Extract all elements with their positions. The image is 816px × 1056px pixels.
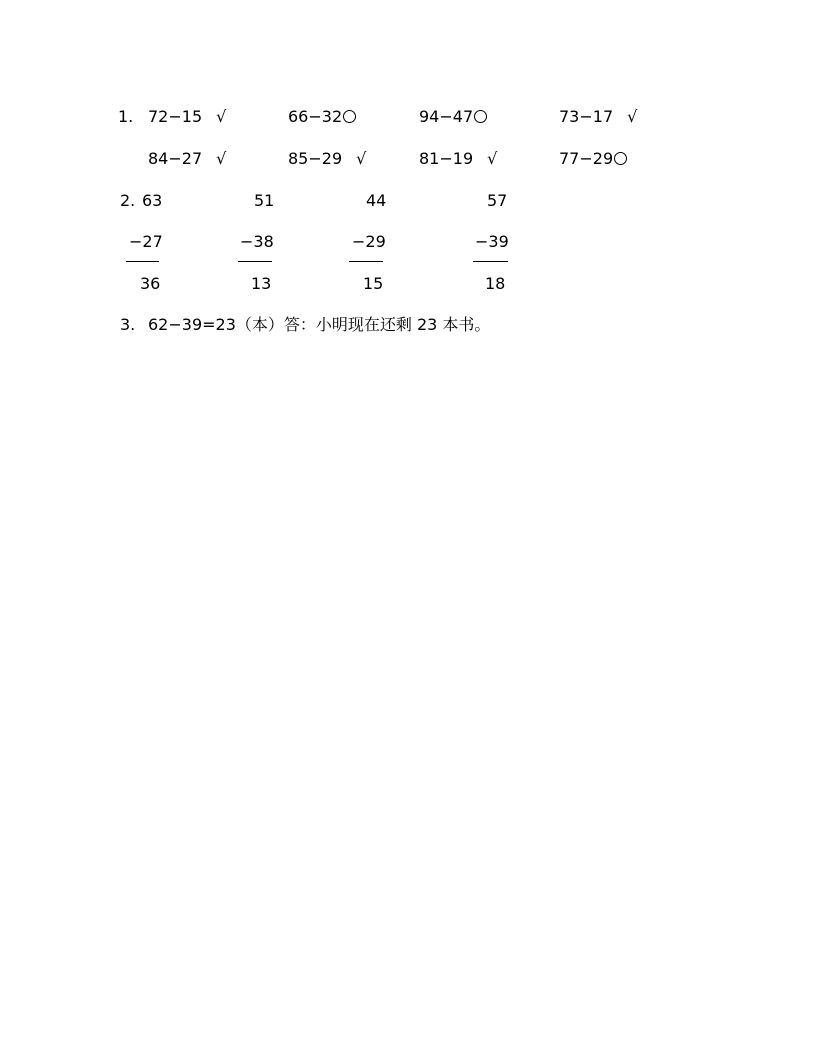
q3-number: 3.: [120, 315, 136, 334]
q1-item-1: [148, 107, 226, 127]
check-mark-icon: √: [627, 107, 638, 126]
q2-minuend: 63: [142, 191, 163, 210]
circle-mark-icon: [614, 152, 627, 165]
q1-item-5: [148, 149, 226, 169]
q2-minuend: 44: [366, 191, 387, 210]
q2-result: 13: [251, 274, 272, 293]
q1-expr: 84−27: [148, 149, 203, 168]
q1-item-8: [559, 149, 627, 169]
q2-minuend: 57: [487, 191, 508, 210]
q2-divider-line: [238, 261, 272, 262]
q2-subtrahend: −38: [240, 232, 274, 251]
q1-item-2: [288, 107, 356, 127]
q1-expr: 94−47: [419, 107, 474, 126]
q2-minuend: 51: [254, 191, 275, 210]
q2-number: 2.: [120, 191, 136, 210]
q1-item-3: [419, 107, 487, 127]
q1-item-7: [419, 149, 497, 169]
circle-mark-icon: [343, 110, 356, 123]
q1-expr: 72−15: [148, 107, 203, 126]
check-mark-icon: √: [487, 149, 498, 168]
q2-divider-line: [473, 261, 508, 262]
q2-subtrahend: −39: [475, 232, 509, 251]
q1-expr: 77−29: [559, 149, 614, 168]
check-mark-icon: √: [216, 107, 227, 126]
q1-expr: 73−17: [559, 107, 614, 126]
q2-result: 18: [485, 274, 506, 293]
check-mark-icon: √: [216, 149, 227, 168]
q2-divider-line: [126, 261, 159, 262]
q3-answer-text: 62−39=23（本）答：小明现在还剩 23 本书。: [148, 315, 491, 334]
q2-result: 36: [140, 274, 161, 293]
q2-subtrahend: −29: [352, 232, 386, 251]
check-mark-icon: √: [356, 149, 367, 168]
q1-expr: 81−19: [419, 149, 474, 168]
circle-mark-icon: [474, 110, 487, 123]
q1-number: 1.: [118, 107, 134, 126]
q1-item-6: [288, 149, 366, 169]
q1-expr: 85−29: [288, 149, 343, 168]
q2-result: 15: [363, 274, 384, 293]
q2-divider-line: [349, 261, 383, 262]
q1-expr: 66−32: [288, 107, 343, 126]
q2-subtrahend: −27: [129, 232, 163, 251]
q1-item-4: [559, 107, 637, 127]
